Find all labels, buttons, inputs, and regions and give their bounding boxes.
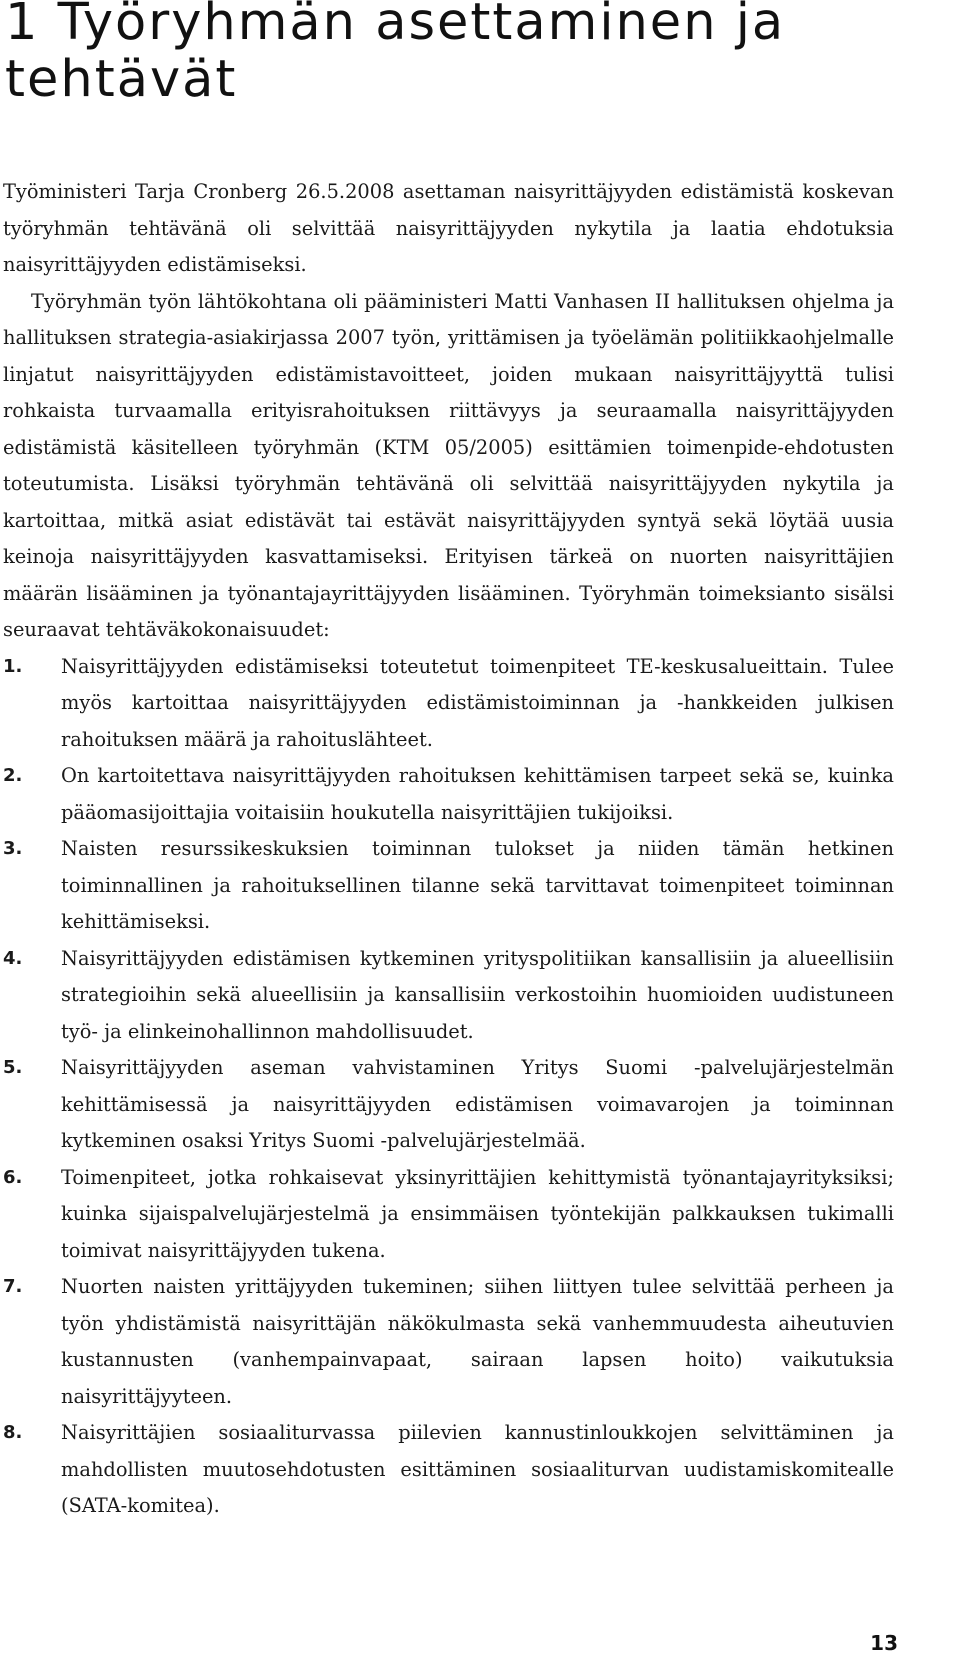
task-number: 6.	[3, 1166, 23, 1188]
task-item	[3, 1050, 894, 1160]
task-text: Naisyrittäjien sosiaaliturvassa piilevien kannustinloukkojen selvittäminen ja mahdollisten muutosehdotusten esittäminen sosiaaliturvan uudistamiskomitealle (SATA-komitea).	[61, 1421, 894, 1517]
task-item	[3, 649, 894, 759]
task-text: Naisten resurssikeskuksien toiminnan tulokset ja niiden tämän hetkinen toiminnallinen ja rahoituksellinen tilanne sekä tarvittavat toimenpiteet toiminnan kehittämiseksi.	[61, 837, 894, 933]
chapter-heading: 1 Työryhmän asettaminen ja tehtävät	[5, 0, 786, 109]
task-text: Nuorten naisten yrittäjyyden tukeminen; siihen liittyen tulee selvittää perheen ja työn yhdistämistä naisyrittäjän näkökulmasta sekä vanhemmuudesta aiheutuvien kustannusten (vanhempainvapaat, sairaan lapsen hoito) vaikutuksia naisyrittäjyyteen.	[61, 1275, 894, 1408]
task-item	[3, 941, 894, 1051]
task-text: Naisyrittäjyyden aseman vahvistaminen Yritys Suomi -palvelujärjestelmän kehittämisessä ja naisyrittäjyyden edistämisen voimavarojen ja toiminnan kytkeminen osaksi Yritys Suomi -palvelujärjestelmää.	[61, 1056, 894, 1152]
background-paragraph: Työryhmän työn lähtökohtana oli pääministeri Matti Vanhasen II hallituksen ohjelma ja hallituksen strategia-asiakirjassa 2007 työn, yrittämisen ja työelämän politiikkaohjelmalle linjatut naisyrittäjyyden edistämistavoitteet, joiden mukaan naisyrittäjyyttä tulisi rohkaista turvaamalla erityisrahoituksen riittävyys ja seuraamalla naisyrittäjyyden edistämistä käsitelleen työryhmän (KTM 05/2005) esittämien toimenpide-ehdotusten toteutumista. Lisäksi työryhmän tehtävänä oli selvittää naisyrittäjyyden nykytila ja kartoittaa, mitkä asiat edistävät tai estävät naisyrittäjyyden syntyä sekä löytää uusia keinoja naisyrittäjyyden kasvattamiseksi. Erityisen tärkeä on nuorten naisyrittäjien määrän lisääminen ja työnantajayrittäjyyden lisääminen. Työryhmän toimeksianto sisälsi seuraavat tehtäväkokonaisuudet:	[3, 289, 894, 641]
task-item	[3, 831, 894, 941]
task-item	[3, 1269, 894, 1415]
task-number: 1.	[3, 655, 23, 677]
task-text: On kartoitettava naisyrittäjyyden rahoituksen kehittämisen tarpeet sekä se, kuinka pääomasijoittajia voitaisiin houkutella naisyrittäjien tukijoiksi.	[61, 764, 894, 824]
body-text	[3, 174, 894, 1525]
task-list	[3, 649, 894, 1525]
task-number: 2.	[3, 765, 23, 786]
task-item	[3, 758, 894, 831]
task-item	[3, 1415, 894, 1525]
task-text: Naisyrittäjyyden edistämiseksi toteutetut toimenpiteet TE-keskusalueittain. Tulee myös kartoittaa naisyrittäjyyden edistämistoiminnan ja -hankkeiden julkisen rahoituksen määrä ja rahoituslähteet.	[61, 654, 894, 751]
task-number: 5.	[3, 1057, 23, 1078]
task-number: 7.	[3, 1276, 23, 1297]
task-number: 8.	[3, 1422, 23, 1443]
intro-paragraph: Työministeri Tarja Cronberg 26.5.2008 asettaman naisyrittäjyyden edistämistä koskevan työryhmän tehtävänä oli selvittää naisyrittäjyyden nykytila ja laatia ehdotuksia naisyrittäjyyden edistämiseksi.	[3, 180, 894, 276]
task-number: 3.	[3, 838, 23, 859]
task-item	[3, 1160, 894, 1270]
page-number: 13	[870, 1631, 898, 1655]
task-text: Naisyrittäjyyden edistämisen kytkeminen yrityspolitiikan kansallisiin ja alueellisiin strategioihin sekä alueellisiin ja kansallisiin verkostoihin huomioiden uudistuneen työ- ja elinkeinohallinnon mahdollisuudet.	[61, 946, 894, 1043]
task-number: 4.	[3, 947, 23, 969]
task-text: Toimenpiteet, jotka rohkaisevat yksinyrittäjien kehittymistä työnantajayrityksiksi; kuinka sijaispalvelujärjestelmä ja ensimmäisen työntekijän palkkauksen tukimalli toimivat naisyrittäjyyden tukena.	[61, 1165, 894, 1262]
